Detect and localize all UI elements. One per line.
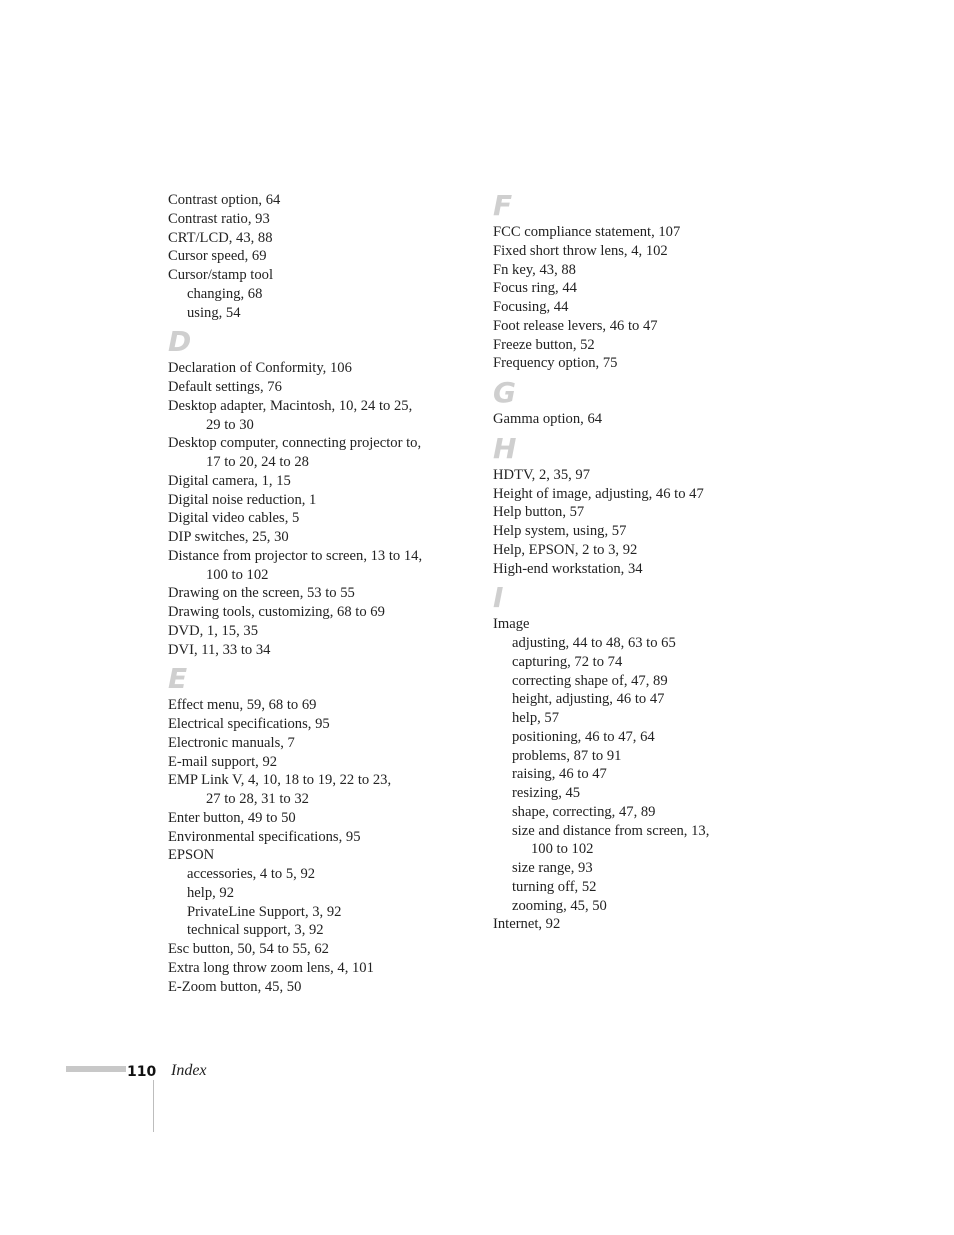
index-subentry: adjusting, 44 to 48, 63 to 65 [512,635,676,651]
index-subentry: zooming, 45, 50 [512,897,607,914]
index-entry: Height of image, adjusting, 46 to 47 [493,485,704,502]
section-letter-i: I [493,581,504,615]
index-entry: Contrast ratio, 93 [168,210,270,227]
index-entry: Drawing on the screen, 53 to 55 [168,585,355,602]
page-number: 110 [127,1064,157,1080]
index-subentry: height, adjusting, 46 to 47 [512,691,665,708]
index-entry: Desktop computer, connecting projector to, [168,435,422,452]
index-entry: DVI, 11, 33 to 34 [168,641,271,658]
index-entry: Image [493,616,530,633]
index-subentry: help, 57 [512,710,560,726]
index-entry: E-mail support, 92 [168,753,278,770]
index-entry: Distance from projector to screen, 13 to 14, [168,547,423,564]
index-entry: Digital noise reduction, 1 [168,491,317,508]
left-index-column [168,191,458,996]
index-subentry: size range, 93 [512,860,593,876]
index-subentry: capturing, 72 to 74 [512,653,623,670]
index-entry: Default settings, 76 [168,379,282,395]
index-entry: Focus ring, 44 [493,280,577,297]
index-entry: Help button, 57 [493,504,585,521]
index-entry: DVD, 1, 15, 35 [168,622,258,639]
index-entry: Freeze button, 52 [493,336,595,353]
footer-section-name: Index [171,1062,207,1079]
section-letter-f: F [493,189,513,222]
index-subentry: technical support, 3, 92 [187,922,324,939]
section-letter-e: E [168,662,188,696]
index-entry: Contrast option, 64 [168,192,281,208]
index-entry: EPSON [168,847,215,864]
index-subentry: size and distance from screen, 13, [512,822,710,839]
index-entry: Fixed short throw lens, 4, 102 [493,242,668,259]
index-subentry-continuation: 100 to 102 [531,841,594,858]
section-letter-g: G [493,376,516,409]
index-entry: Environmental specifications, 95 [168,828,361,845]
index-subentry: raising, 46 to 47 [512,766,607,783]
index-entry: Drawing tools, customizing, 68 to 69 [168,604,385,620]
index-entry-continuation: 29 to 30 [206,416,254,433]
index-subentry: resizing, 45 [512,785,581,801]
index-entry: Foot release levers, 46 to 47 [493,317,658,334]
index-subentry: PrivateLine Support, 3, 92 [187,903,342,920]
index-entry: Esc button, 50, 54 to 55, 62 [168,941,329,957]
index-entry: Gamma option, 64 [493,411,603,427]
index-subentry: turning off, 52 [512,878,597,895]
right-index-column [493,186,793,934]
index-entry-continuation: 27 to 28, 31 to 32 [206,791,309,807]
index-entry: FCC compliance statement, 107 [493,224,681,240]
index-entry: Digital camera, 1, 15 [168,472,291,489]
index-subentry: positioning, 46 to 47, 64 [512,728,655,745]
index-subentry: problems, 87 to 91 [512,747,622,764]
index-entry: Cursor/stamp tool [168,267,273,283]
index-entry: Effect menu, 59, 68 to 69 [168,697,317,714]
index-entry: HDTV, 2, 35, 97 [493,466,591,483]
index-entry: High-end workstation, 34 [493,560,643,577]
index-entry: Digital video cables, 5 [168,510,300,527]
index-entry: Declaration of Conformity, 106 [168,360,352,377]
index-subentry: correcting shape of, 47, 89 [512,672,668,689]
index-subentry: using, 54 [187,304,241,321]
index-entry: Cursor speed, 69 [168,248,267,265]
index-entry: DIP switches, 25, 30 [168,529,289,545]
index-entry: Electrical specifications, 95 [168,716,330,732]
index-subentry: help, 92 [187,884,235,901]
index-entry: Help system, using, 57 [493,523,627,539]
index-entry: Fn key, 43, 88 [493,261,576,278]
index-entry: Desktop adapter, Macintosh, 10, 24 to 25, [168,397,413,414]
index-entry: Extra long throw zoom lens, 4, 101 [168,959,374,976]
index-subentry: accessories, 4 to 5, 92 [187,866,316,882]
index-entry: Help, EPSON, 2 to 3, 92 [493,541,638,558]
index-subentry: shape, correcting, 47, 89 [512,803,656,820]
index-entry: Focusing, 44 [493,299,569,315]
index-entry: Enter button, 49 to 50 [168,809,296,826]
index-entry: EMP Link V, 4, 10, 18 to 19, 22 to 23, [168,772,392,789]
section-letter-h: H [493,431,517,465]
index-entry: Internet, 92 [493,916,561,933]
index-entry-continuation: 100 to 102 [206,566,269,583]
index-entry: Frequency option, 75 [493,355,618,372]
section-letter-d: D [168,325,192,359]
index-entry-continuation: 17 to 20, 24 to 28 [206,454,309,470]
index-entry: CRT/LCD, 43, 88 [168,229,273,246]
index-subentry: changing, 68 [187,285,263,302]
index-entry: E-Zoom button, 45, 50 [168,978,302,995]
index-entry: Electronic manuals, 7 [168,734,295,751]
